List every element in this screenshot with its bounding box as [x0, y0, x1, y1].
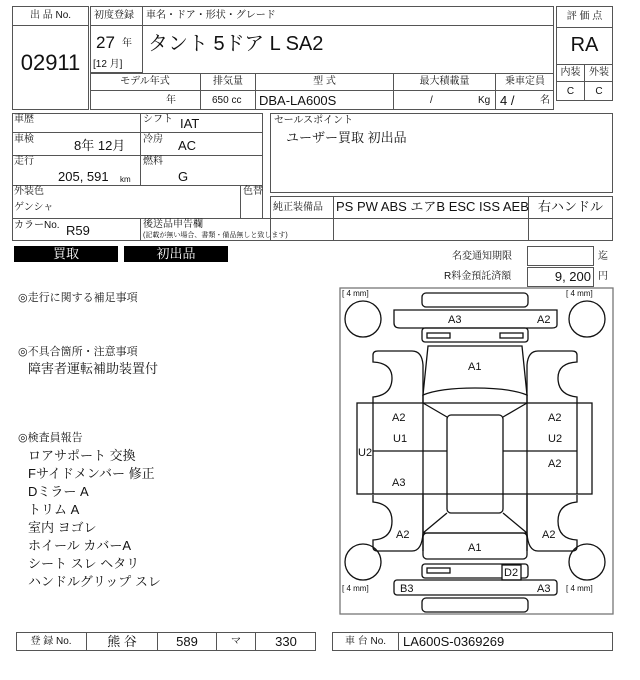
history-label: 車歴: [14, 114, 34, 125]
inspection-value: 8年 12月: [74, 138, 126, 153]
mileage-label: 走行: [14, 156, 34, 167]
recolor-label: 色替: [243, 186, 263, 197]
color-no-label: カラーNo.: [14, 220, 60, 231]
rear-light-left: [427, 568, 450, 573]
recycle-value: 9, 200: [554, 269, 591, 284]
mark: A1: [468, 361, 482, 373]
inspector-item: ロアサポート 交換: [28, 448, 136, 463]
mark: U2: [548, 433, 563, 445]
roof: [447, 415, 503, 513]
first-reg-year: 27: [96, 33, 115, 52]
displacement-value: 650 cc: [212, 95, 242, 106]
mark: A2: [392, 412, 406, 424]
fuel-value: G: [178, 169, 189, 184]
mark: A1: [468, 542, 482, 554]
grille: [422, 328, 528, 342]
mark: A2: [542, 529, 556, 541]
ac-value: AC: [178, 138, 197, 153]
defects-label: ◎不具合箇所・注意事項: [18, 346, 138, 358]
wheel-rear-left: [345, 544, 381, 580]
capacity-value: 4 /: [500, 93, 515, 108]
color-value: ゲンシャ: [14, 202, 54, 213]
exterior-grade: C: [595, 86, 603, 97]
year-unit: 年: [122, 38, 132, 49]
mark: A2: [537, 314, 551, 326]
reg-area: 熊 谷: [107, 634, 137, 649]
score-label: 評 価 点: [566, 11, 603, 22]
lot-label: 出 品 No.: [29, 10, 72, 21]
score-value: RA: [570, 34, 599, 56]
max-load-value: /: [430, 95, 433, 106]
mark: U2: [358, 447, 373, 459]
mark: A3: [537, 583, 551, 595]
mark: U1: [393, 433, 408, 445]
inspector-label: ◎検査員報告: [18, 432, 83, 444]
inspection-label: 車検: [14, 134, 34, 145]
mark: A3: [448, 314, 462, 326]
steering-value: 右ハンドル: [537, 199, 603, 214]
chassis-number: LA600S-0369269: [403, 634, 505, 649]
badge-first-listing: 初出品: [124, 246, 228, 262]
shift-label: シフト: [143, 114, 173, 125]
equipment-label: 純正装備品: [273, 202, 323, 213]
blank-cell: [528, 218, 613, 241]
first-reg-label: 初度登録: [94, 10, 134, 21]
wheel-front-left: [345, 301, 381, 337]
front-bumper-lip: [422, 293, 528, 307]
inspector-item: Fサイドメンバー 修正: [28, 466, 155, 481]
tread-rear-right: [ 4 mm]: [566, 584, 593, 593]
first-reg-month: [12 月]: [93, 59, 123, 70]
later-items-label: 後送品申告欄: [143, 219, 203, 230]
type-value: DBA-LA600S: [259, 93, 337, 108]
front-light-left: [427, 333, 450, 338]
reg-kana: マ: [231, 636, 241, 647]
mark: A3: [392, 477, 406, 489]
inspector-item: ハンドルグリップ スレ: [28, 574, 161, 589]
displacement-label: 排気量: [213, 76, 243, 87]
capacity-label: 乗車定員: [505, 76, 545, 87]
fuel-label: 燃料: [143, 156, 163, 167]
ac-label: 冷房: [143, 134, 163, 145]
inspector-item: シート スレ ヘタリ: [28, 556, 140, 571]
inspector-item: ホイール カバーA: [28, 538, 132, 553]
tread-front-left: [ 4 mm]: [342, 289, 369, 298]
capacity-unit: 名: [540, 95, 550, 106]
inspector-item: トリム A: [28, 502, 80, 517]
color-label: 外装色: [14, 186, 44, 197]
name-change-label: 名変通知期限: [452, 251, 512, 262]
mark: B3: [400, 583, 414, 595]
fender-rear-left: [373, 495, 423, 551]
wheel-front-right: [569, 301, 605, 337]
recycle-label: R料金預託済額: [444, 271, 512, 282]
max-load-unit: Kg: [478, 95, 491, 106]
car-label: 車名・ドア・形状・グレード: [146, 10, 276, 21]
sales-point-label: セールスポイント: [274, 115, 354, 126]
tread-rear-left: [ 4 mm]: [342, 584, 369, 593]
car-damage-diagram: [330, 285, 620, 615]
exterior-label: 外装: [589, 67, 609, 78]
car-name: タント 5ドア L SA2: [148, 33, 324, 55]
name-change-unit: 迄: [598, 251, 608, 262]
inspector-item: 室内 ヨゴレ: [28, 520, 97, 535]
max-load-label: 最大積載量: [419, 76, 470, 87]
later-items-note: (記載が無い場合、書類・備品無しと致します): [143, 232, 288, 239]
fender-rear-right: [527, 495, 577, 551]
model-year-value: 年: [166, 95, 176, 106]
rear-bumper: [394, 580, 557, 595]
defects-value: 障害者運転補助装置付: [28, 361, 159, 376]
mark: A2: [548, 458, 562, 470]
lot-number: 02911: [20, 50, 81, 75]
badge-buyout: 買取: [14, 246, 118, 262]
driving-notes-label: ◎走行に関する補足事項: [18, 292, 138, 304]
reg-label: 登 録 No.: [30, 636, 72, 647]
fender-front-right: [527, 351, 577, 403]
name-change-box: [527, 246, 594, 266]
mark: A2: [396, 529, 410, 541]
recycle-unit: 円: [598, 271, 608, 282]
mark: D2: [504, 567, 519, 579]
interior-grade: C: [566, 86, 575, 97]
type-label: 型 式: [313, 76, 336, 87]
interior-label: 内装: [560, 67, 581, 78]
front-bumper: [394, 310, 557, 328]
equipment-value: PS PW ABS エアB ESC ISS AEB: [336, 199, 529, 214]
sales-point-value: ユーザー買取 初出品: [286, 130, 407, 145]
mark: A2: [548, 412, 562, 424]
tread-front-right: [ 4 mm]: [566, 289, 593, 298]
front-light-right: [500, 333, 523, 338]
reg-number: 330: [275, 634, 297, 649]
chassis-label: 車 台 No.: [344, 636, 387, 647]
model-year-label: モデル年式: [120, 76, 170, 87]
inspector-item: Dミラー A: [28, 484, 89, 499]
blank-cell: [333, 218, 529, 241]
reg-class: 589: [176, 634, 198, 649]
fender-front-left: [373, 351, 423, 403]
rear-bumper-lip: [422, 598, 528, 612]
wheel-rear-right: [569, 544, 605, 580]
mileage-unit: km: [120, 175, 131, 184]
color-no-value: R59: [66, 223, 90, 238]
mileage-value: 205, 591: [58, 169, 109, 184]
shift-value: IAT: [180, 116, 200, 131]
